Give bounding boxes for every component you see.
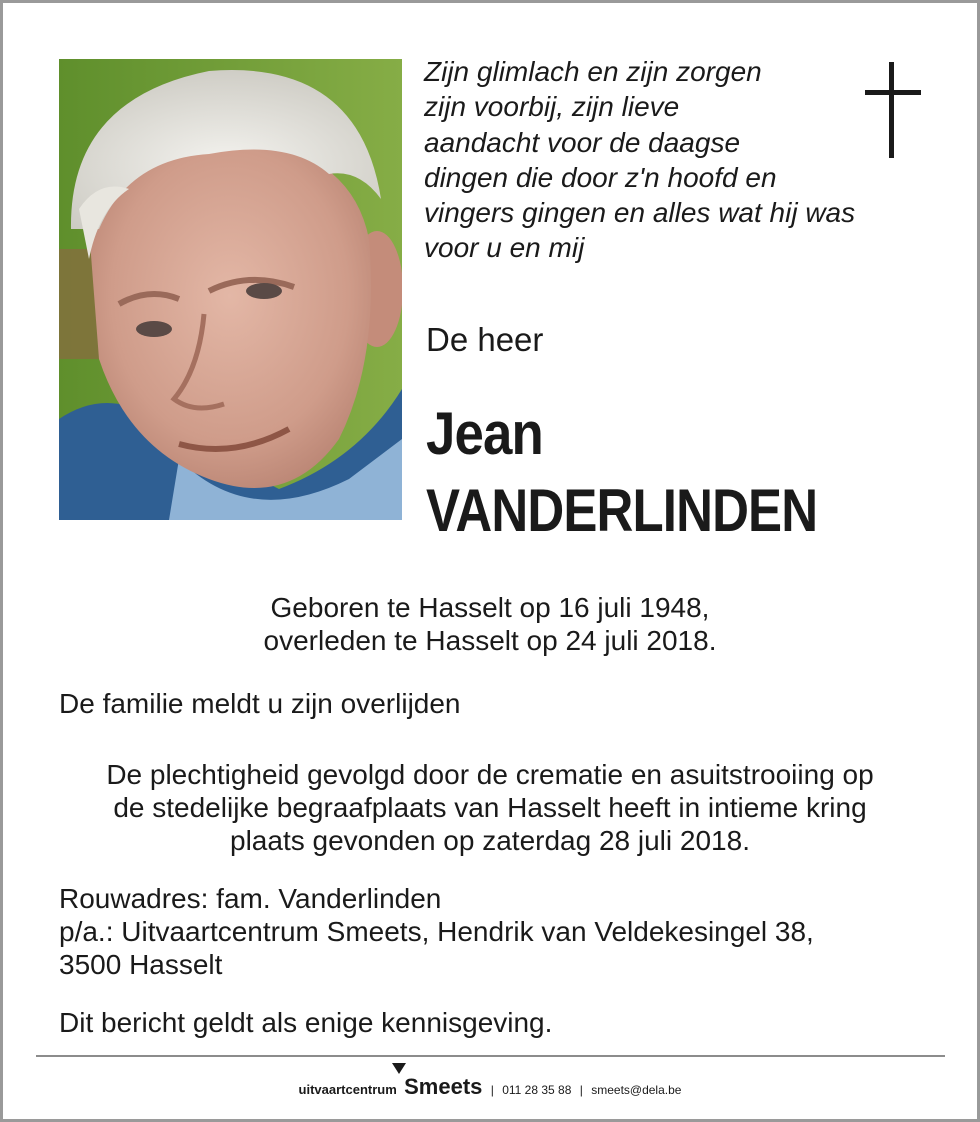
poem-line: vingers gingen en alles wat hij was xyxy=(424,197,856,229)
birth-death-dates xyxy=(40,591,940,657)
footer-phone: 011 28 35 88 xyxy=(502,1083,572,1097)
address-line: 3500 Hasselt xyxy=(59,949,223,980)
ceremony-line: De plechtigheid gevolgd door de crematie en asuitstrooiing op xyxy=(106,759,874,790)
footer-separator: | xyxy=(490,1083,494,1097)
mourning-address xyxy=(59,882,939,981)
poem-line: voor u en mij xyxy=(424,232,585,264)
first-name: Jean xyxy=(426,400,543,467)
poem-line: aandacht voor de daagse xyxy=(424,126,741,158)
poem-line: dingen die door z'n hoofd en xyxy=(424,161,777,193)
poem-line: zijn voorbij, zijn lieve xyxy=(424,91,680,123)
notice-text: Dit bericht geldt als enige kennisgeving. xyxy=(59,1007,553,1038)
address-line: Rouwadres: fam. Vanderlinden xyxy=(59,883,442,914)
ceremony-line: de stedelijke begraafplaats van Hasselt heeft in intieme kring xyxy=(113,792,867,823)
ceremony-text xyxy=(40,758,940,857)
poem xyxy=(424,54,864,266)
poem-line: Zijn glimlach en zijn zorgen xyxy=(424,56,762,87)
death-line: overleden te Hasselt op 24 juli 2018. xyxy=(263,625,717,656)
ceremony-line: plaats gevonden op zaterdag 28 juli 2018. xyxy=(230,825,750,856)
address-line: p/a.: Uitvaartcentrum Smeets, Hendrik van Veldekesingel 38, xyxy=(59,916,814,947)
footer-separator: | xyxy=(579,1083,583,1097)
brand-name: Smeets xyxy=(404,1074,483,1099)
footer-divider xyxy=(36,1055,945,1057)
portrait-photo xyxy=(59,59,402,520)
birth-line: Geboren te Hasselt op 16 juli 1948, xyxy=(270,592,710,623)
brand-prefix: uitvaartcentrum xyxy=(298,1082,397,1097)
honorific: De heer xyxy=(426,321,544,358)
footer xyxy=(0,1072,980,1105)
cross-icon xyxy=(862,62,924,160)
last-name: VANDERLINDEN xyxy=(426,477,818,544)
family-announcement: De familie meldt u zijn overlijden xyxy=(59,688,461,719)
footer-email: smeets@dela.be xyxy=(591,1083,682,1097)
